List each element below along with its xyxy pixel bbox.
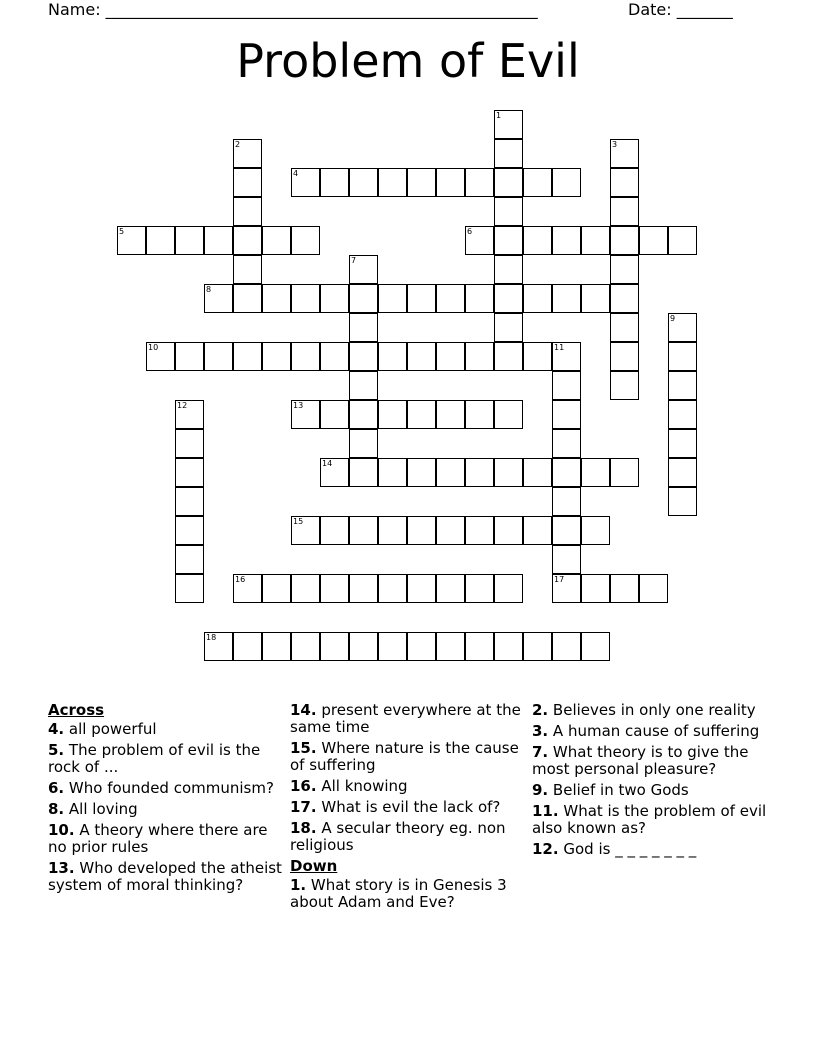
cell-number: 14 xyxy=(322,459,333,468)
crossword-cell[interactable] xyxy=(436,574,465,603)
clue-down-9: 9. Belief in two Gods xyxy=(532,781,689,799)
clue-column-1 xyxy=(48,702,284,898)
crossword-cell[interactable] xyxy=(262,574,291,603)
crossword-cell[interactable] xyxy=(233,574,262,603)
crossword-cell[interactable] xyxy=(146,226,175,255)
cell-number: 13 xyxy=(293,401,304,410)
clue-across-6: 6. Who founded communism? xyxy=(48,779,274,797)
crossword-cell[interactable] xyxy=(465,342,494,371)
crossword-cell[interactable] xyxy=(233,342,262,371)
crossword-cell[interactable] xyxy=(523,168,552,197)
crossword-cell[interactable] xyxy=(320,284,349,313)
crossword-cell[interactable] xyxy=(175,226,204,255)
crossword-cell[interactable] xyxy=(581,516,610,545)
crossword-cell[interactable] xyxy=(378,516,407,545)
clue-column-2 xyxy=(290,702,526,915)
crossword-cell[interactable] xyxy=(349,342,378,371)
crossword-cell[interactable] xyxy=(465,284,494,313)
clue-down-3: 3. A human cause of suffering xyxy=(532,722,760,740)
crossword-cell[interactable] xyxy=(436,400,465,429)
crossword-cell[interactable] xyxy=(552,458,581,487)
crossword-cell[interactable] xyxy=(175,342,204,371)
crossword-cell[interactable] xyxy=(204,632,233,661)
crossword-cell[interactable] xyxy=(552,371,581,400)
crossword-cell[interactable] xyxy=(378,342,407,371)
crossword-cell[interactable] xyxy=(523,284,552,313)
crossword-cell[interactable] xyxy=(668,429,697,458)
cell-number: 12 xyxy=(177,401,188,410)
crossword-cell[interactable] xyxy=(233,284,262,313)
clue-down-11: 11. What is the problem of evil also known as? xyxy=(532,802,767,837)
crossword-cell[interactable] xyxy=(349,632,378,661)
crossword-cell[interactable] xyxy=(465,574,494,603)
clue-across-15: 15. Where nature is the cause of suffering xyxy=(290,739,519,774)
crossword-cell[interactable] xyxy=(117,226,146,255)
crossword-cell[interactable] xyxy=(465,400,494,429)
crossword-cell[interactable] xyxy=(407,574,436,603)
cell-number: 15 xyxy=(293,517,304,526)
crossword-cell[interactable] xyxy=(291,574,320,603)
crossword-cell[interactable] xyxy=(436,458,465,487)
crossword-cell[interactable] xyxy=(436,632,465,661)
crossword-cell[interactable] xyxy=(407,342,436,371)
crossword-cell[interactable] xyxy=(610,197,639,226)
cell-number: 11 xyxy=(554,343,565,352)
crossword-cell[interactable] xyxy=(291,516,320,545)
crossword-cell[interactable] xyxy=(494,342,523,371)
clue-across-16: 16. All knowing xyxy=(290,777,408,795)
crossword-cell[interactable] xyxy=(581,574,610,603)
cell-number: 17 xyxy=(554,575,565,584)
crossword-cell[interactable] xyxy=(349,574,378,603)
crossword-cell[interactable] xyxy=(668,226,697,255)
page-title: Problem of Evil xyxy=(236,34,580,88)
crossword-cell[interactable] xyxy=(146,342,175,371)
crossword-cell[interactable] xyxy=(291,284,320,313)
clue-down-2: 2. Believes in only one reality xyxy=(532,701,756,719)
crossword-cell[interactable] xyxy=(349,400,378,429)
crossword-cell[interactable] xyxy=(291,400,320,429)
crossword-cell[interactable] xyxy=(291,168,320,197)
crossword-cell[interactable] xyxy=(523,516,552,545)
crossword-cell[interactable] xyxy=(552,632,581,661)
crossword-cell[interactable] xyxy=(291,632,320,661)
crossword-cell[interactable] xyxy=(436,342,465,371)
crossword-cell[interactable] xyxy=(320,632,349,661)
crossword-cell[interactable] xyxy=(349,371,378,400)
crossword-cell[interactable] xyxy=(552,545,581,574)
crossword-cell[interactable] xyxy=(581,284,610,313)
crossword-cell[interactable] xyxy=(204,342,233,371)
crossword-cell[interactable] xyxy=(465,632,494,661)
crossword-cell[interactable] xyxy=(494,632,523,661)
name-field-label[interactable]: Name: ______________________________________________________ xyxy=(48,0,538,19)
crossword-cell[interactable] xyxy=(610,255,639,284)
crossword-cell[interactable] xyxy=(233,255,262,284)
date-field-label[interactable]: Date: _______ xyxy=(628,0,733,19)
crossword-cell[interactable] xyxy=(610,168,639,197)
crossword-cell[interactable] xyxy=(233,139,262,168)
clue-down-12: 12. God is _ _ _ _ _ _ _ xyxy=(532,840,697,858)
crossword-cell[interactable] xyxy=(610,458,639,487)
crossword-cell[interactable] xyxy=(291,226,320,255)
crossword-cell[interactable] xyxy=(378,458,407,487)
clue-across-13: 13. Who developed the atheist system of moral thinking? xyxy=(48,859,282,894)
crossword-cell[interactable] xyxy=(233,168,262,197)
crossword-cell[interactable] xyxy=(610,371,639,400)
crossword-cell[interactable] xyxy=(494,574,523,603)
crossword-cell[interactable] xyxy=(175,458,204,487)
crossword-cell[interactable] xyxy=(436,284,465,313)
crossword-cell[interactable] xyxy=(175,487,204,516)
crossword-cell[interactable] xyxy=(320,574,349,603)
cell-number: 16 xyxy=(235,575,246,584)
crossword-cell[interactable] xyxy=(349,313,378,342)
crossword-cell[interactable] xyxy=(494,139,523,168)
crossword-cell[interactable] xyxy=(436,168,465,197)
cell-number: 8 xyxy=(206,285,212,294)
clue-across-14: 14. present everywhere at the same time xyxy=(290,701,521,736)
down-heading: Down xyxy=(290,857,338,875)
crossword-cell[interactable] xyxy=(204,284,233,313)
crossword-cell[interactable] xyxy=(407,400,436,429)
crossword-cell[interactable] xyxy=(233,226,262,255)
crossword-cell[interactable] xyxy=(494,255,523,284)
crossword-cell[interactable] xyxy=(175,516,204,545)
crossword-cell[interactable] xyxy=(668,342,697,371)
crossword-cell[interactable] xyxy=(349,168,378,197)
crossword-cell[interactable] xyxy=(552,429,581,458)
clue-across-18: 18. A secular theory eg. non religious xyxy=(290,819,506,854)
crossword-cell[interactable] xyxy=(407,516,436,545)
clue-down-7: 7. What theory is to give the most personal pleasure? xyxy=(532,743,749,778)
cell-number: 9 xyxy=(670,314,676,323)
cell-number: 3 xyxy=(612,140,618,149)
crossword-cell[interactable] xyxy=(378,168,407,197)
crossword-cell[interactable] xyxy=(668,400,697,429)
crossword-cell[interactable] xyxy=(552,226,581,255)
crossword-cell[interactable] xyxy=(668,458,697,487)
clue-across-10: 10. A theory where there are no prior rules xyxy=(48,821,268,856)
crossword-cell[interactable] xyxy=(407,168,436,197)
clue-column-3 xyxy=(532,702,768,862)
across-heading: Across xyxy=(48,701,105,719)
crossword-cell[interactable] xyxy=(494,313,523,342)
clue-across-8: 8. All loving xyxy=(48,800,138,818)
crossword-cell[interactable] xyxy=(465,168,494,197)
crossword-cell[interactable] xyxy=(378,400,407,429)
crossword-cell[interactable] xyxy=(552,400,581,429)
crossword-cell[interactable] xyxy=(494,168,523,197)
crossword-cell[interactable] xyxy=(494,226,523,255)
cell-number: 5 xyxy=(119,227,125,236)
crossword-cell[interactable] xyxy=(320,516,349,545)
crossword-cell[interactable] xyxy=(523,226,552,255)
crossword-cell[interactable] xyxy=(581,226,610,255)
crossword-cell[interactable] xyxy=(175,429,204,458)
crossword-cell[interactable] xyxy=(494,458,523,487)
clue-across-17: 17. What is evil the lack of? xyxy=(290,798,501,816)
crossword-cell[interactable] xyxy=(349,284,378,313)
cell-number: 2 xyxy=(235,140,241,149)
crossword-cell[interactable] xyxy=(349,516,378,545)
crossword-cell[interactable] xyxy=(494,110,523,139)
crossword-cell[interactable] xyxy=(262,342,291,371)
crossword-cell[interactable] xyxy=(581,632,610,661)
crossword-cell[interactable] xyxy=(465,458,494,487)
crossword-cell[interactable] xyxy=(494,284,523,313)
crossword-cell[interactable] xyxy=(523,632,552,661)
crossword-cell[interactable] xyxy=(668,313,697,342)
crossword-cell[interactable] xyxy=(610,226,639,255)
cell-number: 6 xyxy=(467,227,473,236)
crossword-cell[interactable] xyxy=(523,458,552,487)
crossword-cell[interactable] xyxy=(349,429,378,458)
crossword-cell[interactable] xyxy=(610,313,639,342)
crossword-cell[interactable] xyxy=(610,139,639,168)
crossword-cell[interactable] xyxy=(552,168,581,197)
crossword-cell[interactable] xyxy=(668,487,697,516)
crossword-cell[interactable] xyxy=(378,632,407,661)
crossword-cell[interactable] xyxy=(639,574,668,603)
crossword-cell[interactable] xyxy=(494,516,523,545)
cell-number: 10 xyxy=(148,343,159,352)
crossword-cell[interactable] xyxy=(175,545,204,574)
crossword-cell[interactable] xyxy=(262,284,291,313)
clue-across-5: 5. The problem of evil is the rock of ... xyxy=(48,741,261,776)
crossword-cell[interactable] xyxy=(639,226,668,255)
cell-number: 4 xyxy=(293,169,299,178)
crossword-cell[interactable] xyxy=(320,168,349,197)
crossword-cell[interactable] xyxy=(610,342,639,371)
crossword-cell[interactable] xyxy=(320,458,349,487)
crossword-cell[interactable] xyxy=(262,226,291,255)
crossword-cell[interactable] xyxy=(262,632,291,661)
crossword-cell[interactable] xyxy=(668,371,697,400)
crossword-cell[interactable] xyxy=(233,632,262,661)
crossword-cell[interactable] xyxy=(407,284,436,313)
crossword-cell[interactable] xyxy=(175,400,204,429)
cell-number: 7 xyxy=(351,256,357,265)
crossword-cell[interactable] xyxy=(494,197,523,226)
crossword-cell[interactable] xyxy=(349,458,378,487)
crossword-cell[interactable] xyxy=(552,342,581,371)
crossword-cell[interactable] xyxy=(378,284,407,313)
clue-across-4: 4. all powerful xyxy=(48,720,157,738)
clue-down-1: 1. What story is in Genesis 3 about Adam and Eve? xyxy=(290,876,507,911)
crossword-cell[interactable] xyxy=(320,400,349,429)
crossword-cell[interactable] xyxy=(204,226,233,255)
crossword-cell[interactable] xyxy=(465,516,494,545)
crossword-cell[interactable] xyxy=(436,516,465,545)
crossword-cell[interactable] xyxy=(552,487,581,516)
crossword-cell[interactable] xyxy=(494,400,523,429)
crossword-cell[interactable] xyxy=(465,226,494,255)
crossword-cell[interactable] xyxy=(523,342,552,371)
crossword-cell[interactable] xyxy=(175,574,204,603)
crossword-cell[interactable] xyxy=(407,632,436,661)
crossword-cell[interactable] xyxy=(349,255,378,284)
crossword-cell[interactable] xyxy=(610,284,639,313)
crossword-cell[interactable] xyxy=(552,516,581,545)
crossword-cell[interactable] xyxy=(407,458,436,487)
crossword-cell[interactable] xyxy=(378,574,407,603)
crossword-cell[interactable] xyxy=(233,197,262,226)
crossword-cell[interactable] xyxy=(320,342,349,371)
crossword-cell[interactable] xyxy=(581,458,610,487)
crossword-cell[interactable] xyxy=(291,342,320,371)
crossword-cell[interactable] xyxy=(610,574,639,603)
cell-number: 1 xyxy=(496,111,502,120)
crossword-cell[interactable] xyxy=(552,284,581,313)
cell-number: 18 xyxy=(206,633,217,642)
crossword-cell[interactable] xyxy=(552,574,581,603)
